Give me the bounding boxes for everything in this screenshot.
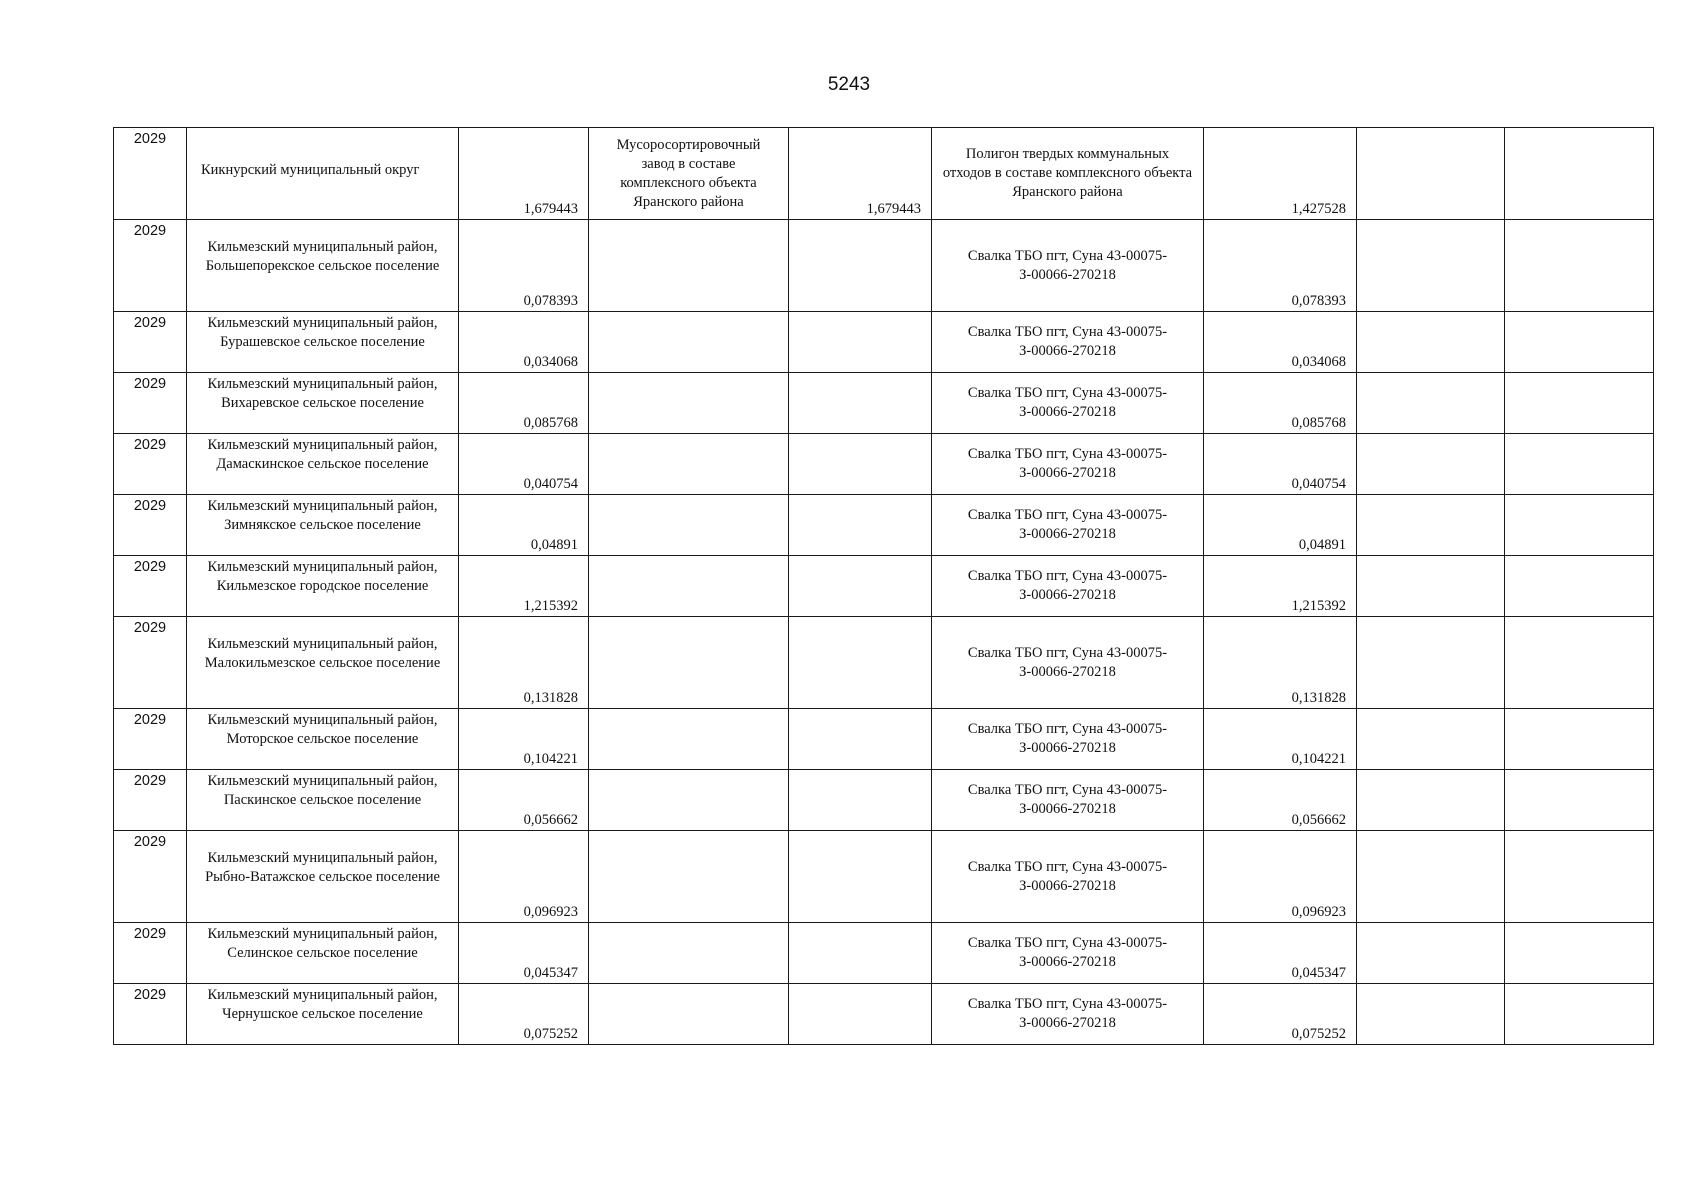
year: 2029	[133, 926, 167, 942]
table-row	[114, 984, 1654, 1045]
volume2-cell	[789, 434, 932, 495]
extra1-cell	[1357, 220, 1505, 312]
extra2-cell	[1505, 617, 1654, 709]
municipality-cell	[187, 984, 459, 1045]
extra2-cell	[1505, 831, 1654, 923]
year-cell	[114, 312, 187, 373]
volume3: 1,215392	[1291, 598, 1346, 614]
extra2-cell	[1505, 923, 1654, 984]
facility1: Мусоросортировочный завод в составе комплексного объекта Яранского района	[616, 137, 761, 210]
data-table	[113, 127, 1654, 1045]
volume3: 0,104221	[1291, 751, 1346, 767]
facility1-cell	[589, 128, 789, 220]
volume3-cell	[1204, 984, 1357, 1045]
volume-cell	[459, 923, 589, 984]
extra1-cell	[1357, 556, 1505, 617]
volume2-cell	[789, 312, 932, 373]
facility2-cell	[932, 984, 1204, 1045]
extra1-cell	[1357, 128, 1505, 220]
volume2-cell	[789, 923, 932, 984]
facility2: Свалка ТБО пгт, Суна 43-00075-З-00066-270218	[967, 782, 1168, 817]
volume3: 0,056662	[1291, 812, 1346, 828]
table-row	[114, 220, 1654, 312]
facility2: Свалка ТБО пгт, Суна 43-00075-З-00066-270218	[967, 568, 1168, 603]
facility1-cell	[589, 984, 789, 1045]
volume: 0,131828	[523, 690, 578, 706]
volume2-cell	[789, 709, 932, 770]
volume-cell	[459, 220, 589, 312]
volume3-cell	[1204, 831, 1357, 923]
municipality: Кильмезский муниципальный район, Рыбно-Ватажское сельское поселение	[205, 850, 440, 885]
volume: 0,078393	[523, 293, 578, 309]
extra1-cell	[1357, 984, 1505, 1045]
facility1-cell	[589, 220, 789, 312]
volume3: 0,078393	[1291, 293, 1346, 309]
extra2-cell	[1505, 495, 1654, 556]
facility1-cell	[589, 434, 789, 495]
page-number: 5243	[827, 74, 871, 95]
year: 2029	[133, 712, 167, 728]
extra1-cell	[1357, 831, 1505, 923]
municipality: Кикнурский муниципальный округ	[201, 162, 420, 178]
municipality: Кильмезский муниципальный район, Селинское сельское поселение	[207, 926, 438, 961]
year: 2029	[133, 376, 167, 392]
volume: 1,679443	[523, 201, 578, 217]
extra1-cell	[1357, 373, 1505, 434]
volume3-cell	[1204, 556, 1357, 617]
facility2-cell	[932, 434, 1204, 495]
extra2-cell	[1505, 556, 1654, 617]
volume3-cell	[1204, 434, 1357, 495]
municipality: Кильмезский муниципальный район, Малокильмезское сельское поселение	[204, 636, 441, 671]
facility2: Свалка ТБО пгт, Суна 43-00075-З-00066-270218	[967, 507, 1168, 542]
facility2: Свалка ТБО пгт, Суна 43-00075-З-00066-270218	[967, 248, 1168, 283]
facility2: Свалка ТБО пгт, Суна 43-00075-З-00066-270218	[967, 859, 1168, 894]
year-cell	[114, 617, 187, 709]
municipality-cell	[187, 495, 459, 556]
volume3-cell	[1204, 617, 1357, 709]
year-cell	[114, 128, 187, 220]
volume2-cell	[789, 617, 932, 709]
volume3: 1,427528	[1291, 201, 1346, 217]
extra2-cell	[1505, 373, 1654, 434]
facility2: Свалка ТБО пгт, Суна 43-00075-З-00066-270218	[967, 935, 1168, 970]
facility2-cell	[932, 220, 1204, 312]
facility2-cell	[932, 556, 1204, 617]
facility1-cell	[589, 770, 789, 831]
municipality: Кильмезский муниципальный район, Вихаревское сельское поселение	[207, 376, 438, 411]
volume2-cell	[789, 556, 932, 617]
facility2: Свалка ТБО пгт, Суна 43-00075-З-00066-270218	[967, 446, 1168, 481]
volume3-cell	[1204, 923, 1357, 984]
municipality: Кильмезский муниципальный район, Бурашевское сельское поселение	[207, 315, 438, 350]
facility2-cell	[932, 923, 1204, 984]
volume-cell	[459, 556, 589, 617]
municipality-cell	[187, 923, 459, 984]
volume: 0,045347	[523, 965, 578, 981]
volume3-cell	[1204, 220, 1357, 312]
municipality-cell	[187, 556, 459, 617]
volume2-cell	[789, 495, 932, 556]
table-row	[114, 312, 1654, 373]
table-row	[114, 709, 1654, 770]
extra2-cell	[1505, 984, 1654, 1045]
table-row	[114, 128, 1654, 220]
volume: 0,040754	[523, 476, 578, 492]
year: 2029	[133, 620, 167, 636]
extra1-cell	[1357, 434, 1505, 495]
extra1-cell	[1357, 709, 1505, 770]
municipality-cell	[187, 434, 459, 495]
table-row	[114, 770, 1654, 831]
municipality-cell	[187, 128, 459, 220]
volume3-cell	[1204, 373, 1357, 434]
volume2-cell	[789, 128, 932, 220]
facility2: Свалка ТБО пгт, Суна 43-00075-З-00066-270218	[967, 645, 1168, 680]
municipality: Кильмезский муниципальный район, Дамаскинское сельское поселение	[207, 437, 438, 472]
municipality-cell	[187, 373, 459, 434]
table-row	[114, 923, 1654, 984]
volume: 0,096923	[523, 904, 578, 920]
facility1-cell	[589, 373, 789, 434]
facility2: Свалка ТБО пгт, Суна 43-00075-З-00066-270218	[967, 385, 1168, 420]
facility1-cell	[589, 923, 789, 984]
year: 2029	[133, 987, 167, 1003]
facility2-cell	[932, 709, 1204, 770]
extra2-cell	[1505, 434, 1654, 495]
year: 2029	[133, 834, 167, 850]
facility2-cell	[932, 495, 1204, 556]
volume3: 0,085768	[1291, 415, 1346, 431]
volume-cell	[459, 831, 589, 923]
year: 2029	[133, 559, 167, 575]
municipality: Кильмезский муниципальный район, Чернушское сельское поселение	[207, 987, 438, 1022]
extra2-cell	[1505, 312, 1654, 373]
facility2-cell	[932, 770, 1204, 831]
volume: 0,104221	[523, 751, 578, 767]
volume3: 0,034068	[1291, 354, 1346, 370]
volume2-cell	[789, 984, 932, 1045]
facility2: Полигон твердых коммунальных отходов в составе комплексного объекта Яранского района	[942, 146, 1193, 200]
facility2: Свалка ТБО пгт, Суна 43-00075-З-00066-270218	[967, 996, 1168, 1031]
volume-cell	[459, 617, 589, 709]
municipality-cell	[187, 831, 459, 923]
year: 2029	[133, 223, 167, 239]
volume3: 0,096923	[1291, 904, 1346, 920]
facility2: Свалка ТБО пгт, Суна 43-00075-З-00066-270218	[967, 324, 1168, 359]
table-row	[114, 495, 1654, 556]
volume3-cell	[1204, 495, 1357, 556]
volume3: 0,04891	[1298, 537, 1346, 553]
extra2-cell	[1505, 128, 1654, 220]
year: 2029	[133, 773, 167, 789]
municipality: Кильмезский муниципальный район, Паскинское сельское поселение	[207, 773, 438, 808]
table-row	[114, 556, 1654, 617]
facility1-cell	[589, 495, 789, 556]
volume-cell	[459, 495, 589, 556]
volume3-cell	[1204, 312, 1357, 373]
table-row	[114, 831, 1654, 923]
volume3-cell	[1204, 770, 1357, 831]
municipality-cell	[187, 312, 459, 373]
extra1-cell	[1357, 617, 1505, 709]
facility2-cell	[932, 831, 1204, 923]
extra1-cell	[1357, 770, 1505, 831]
facility1-cell	[589, 831, 789, 923]
volume: 0,04891	[530, 537, 578, 553]
year: 2029	[133, 131, 167, 147]
volume: 0,085768	[523, 415, 578, 431]
municipality: Кильмезский муниципальный район, Кильмезское городское поселение	[207, 559, 438, 594]
year-cell	[114, 984, 187, 1045]
volume: 1,215392	[523, 598, 578, 614]
municipality: Кильмезский муниципальный район, Зимнякское сельское поселение	[207, 498, 438, 533]
municipality-cell	[187, 617, 459, 709]
year-cell	[114, 709, 187, 770]
facility2-cell	[932, 128, 1204, 220]
year-cell	[114, 923, 187, 984]
year: 2029	[133, 315, 167, 331]
facility2-cell	[932, 312, 1204, 373]
volume-cell	[459, 984, 589, 1045]
year-cell	[114, 220, 187, 312]
volume: 0,075252	[523, 1026, 578, 1042]
extra1-cell	[1357, 495, 1505, 556]
year: 2029	[133, 437, 167, 453]
municipality: Кильмезский муниципальный район, Моторское сельское поселение	[207, 712, 438, 747]
facility1-cell	[589, 556, 789, 617]
municipality-cell	[187, 770, 459, 831]
volume-cell	[459, 770, 589, 831]
volume2: 1,679443	[866, 201, 921, 217]
facility2-cell	[932, 373, 1204, 434]
year-cell	[114, 770, 187, 831]
volume2-cell	[789, 220, 932, 312]
extra1-cell	[1357, 312, 1505, 373]
volume-cell	[459, 312, 589, 373]
year: 2029	[133, 498, 167, 514]
volume-cell	[459, 434, 589, 495]
facility1-cell	[589, 617, 789, 709]
volume: 0,056662	[523, 812, 578, 828]
volume-cell	[459, 373, 589, 434]
facility1-cell	[589, 709, 789, 770]
year-cell	[114, 831, 187, 923]
volume3: 0,131828	[1291, 690, 1346, 706]
facility2-cell	[932, 617, 1204, 709]
extra2-cell	[1505, 770, 1654, 831]
volume-cell	[459, 128, 589, 220]
volume2-cell	[789, 831, 932, 923]
table-row	[114, 434, 1654, 495]
volume3: 0,045347	[1291, 965, 1346, 981]
volume2-cell	[789, 770, 932, 831]
extra2-cell	[1505, 709, 1654, 770]
year-cell	[114, 373, 187, 434]
volume2-cell	[789, 373, 932, 434]
year-cell	[114, 434, 187, 495]
table-row	[114, 617, 1654, 709]
extra2-cell	[1505, 220, 1654, 312]
volume3-cell	[1204, 709, 1357, 770]
volume3: 0,040754	[1291, 476, 1346, 492]
municipality: Кильмезский муниципальный район, Большепорекское сельское поселение	[205, 239, 440, 274]
table-row	[114, 373, 1654, 434]
municipality-cell	[187, 220, 459, 312]
year-cell	[114, 556, 187, 617]
municipality-cell	[187, 709, 459, 770]
volume3-cell	[1204, 128, 1357, 220]
year-cell	[114, 495, 187, 556]
volume: 0,034068	[523, 354, 578, 370]
facility1-cell	[589, 312, 789, 373]
volume3: 0,075252	[1291, 1026, 1346, 1042]
volume-cell	[459, 709, 589, 770]
extra1-cell	[1357, 923, 1505, 984]
facility2: Свалка ТБО пгт, Суна 43-00075-З-00066-270218	[967, 721, 1168, 756]
